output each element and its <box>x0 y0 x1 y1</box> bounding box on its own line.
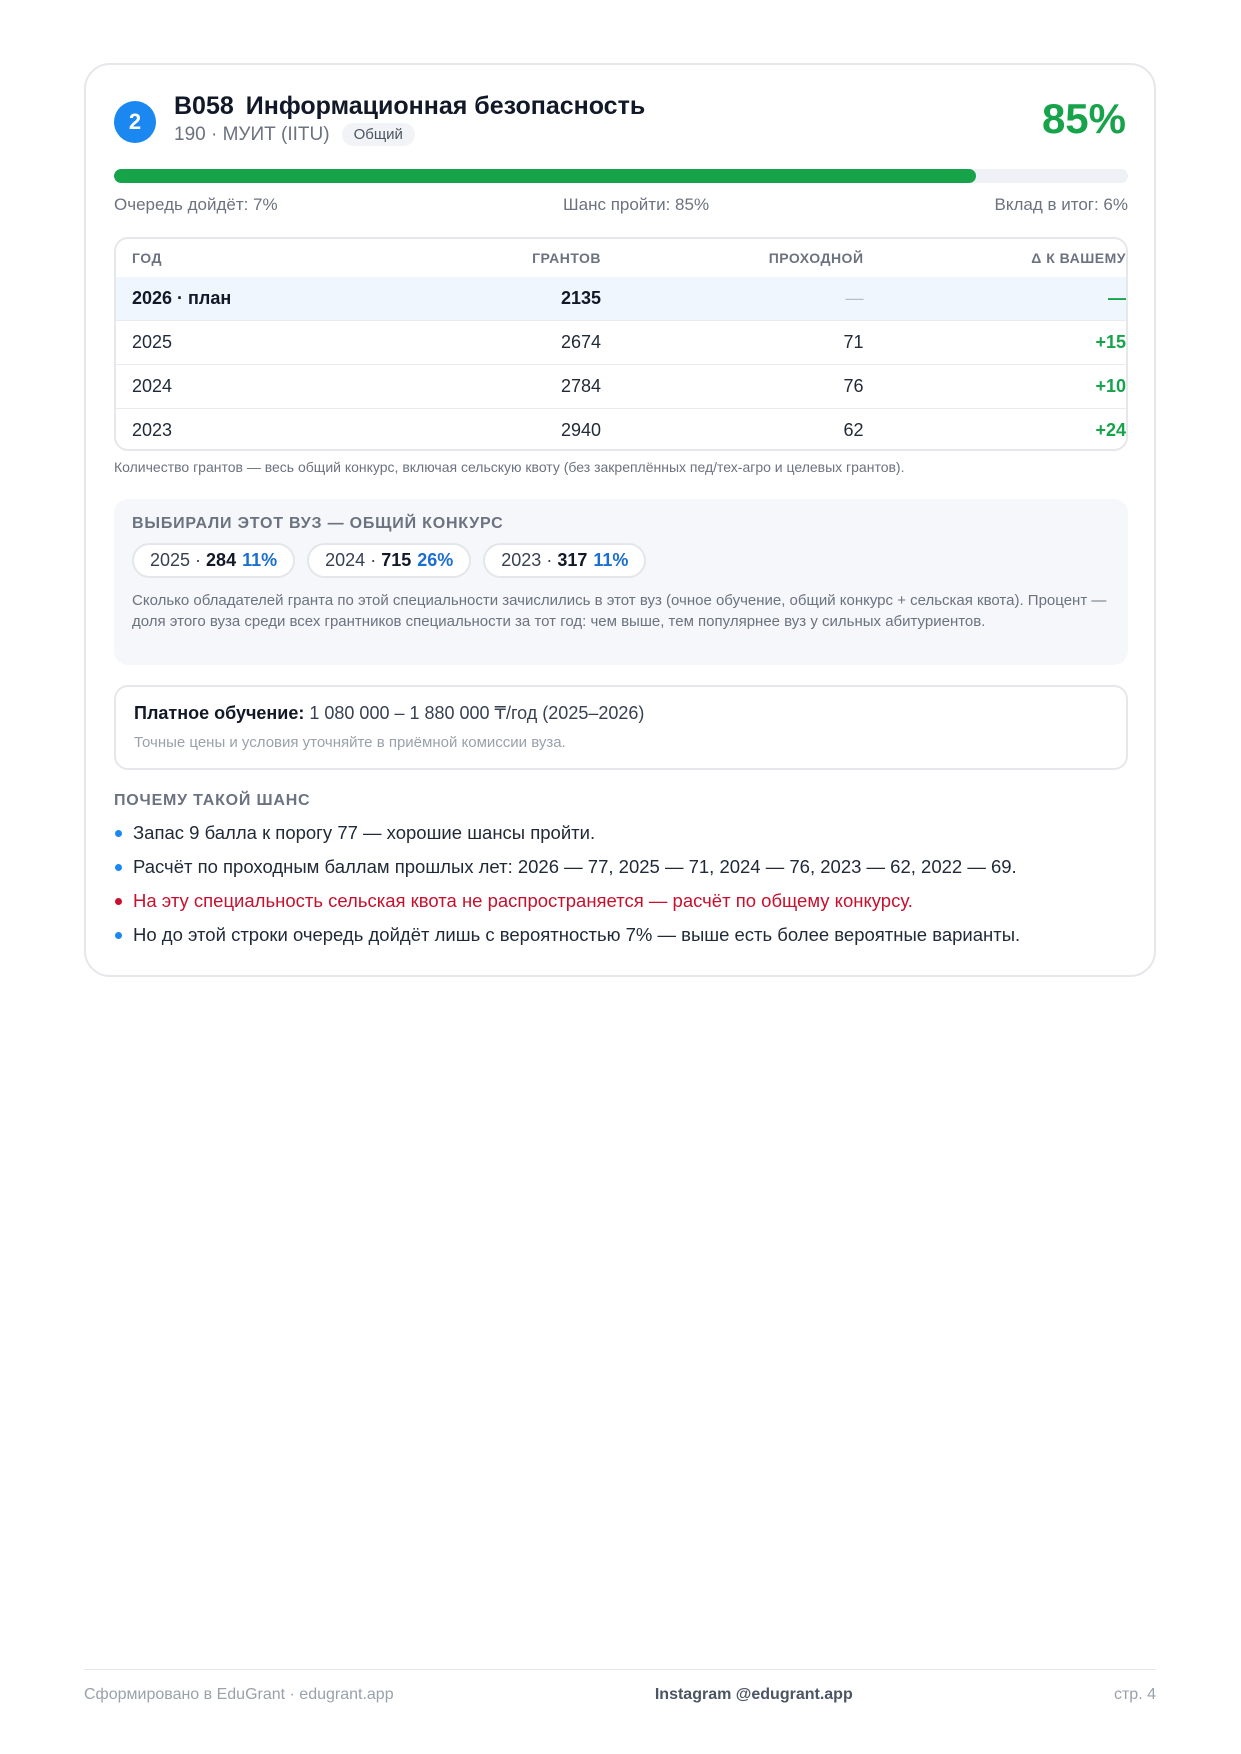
specialty-name: Информационная безопасность <box>245 92 646 120</box>
chip-percent: 11% <box>593 550 629 570</box>
cell-passing: 76 <box>843 376 864 396</box>
chip-count: 284 <box>206 550 237 570</box>
reason-text: На эту специальность сельская квота не распространяется — расчёт по общему конкурсу. <box>133 890 913 911</box>
list-item <box>114 918 1128 952</box>
year-chip: 2025 · 284 11% <box>132 543 295 578</box>
list-item <box>114 850 1128 884</box>
chip-count: 715 <box>381 550 412 570</box>
chosen-university-panel <box>114 499 1128 665</box>
reason-text: Но до этой строки очередь дойдёт лишь с вероятностью 7% — выше есть более вероятные варианты. <box>133 924 1021 945</box>
queue-stat: Очередь дойдёт: 7% <box>114 195 278 214</box>
table-header <box>116 239 1126 277</box>
paid-note: Точные цены и условия уточняйте в приёмной комиссии вуза. <box>134 734 566 751</box>
cell-grants: 2940 <box>561 420 602 440</box>
paid-value: 1 080 000 – 1 880 000 ₸/год (2025–2026) <box>309 703 645 723</box>
header-year: ГОД <box>132 250 162 266</box>
specialty-title <box>174 92 645 121</box>
chance-stat: Шанс пройти: 85% <box>563 195 710 214</box>
header-grants: ГРАНТОВ <box>532 250 602 266</box>
specialty-card <box>84 63 1156 977</box>
cell-year: 2026 · план <box>132 288 232 308</box>
rank-badge: 2 <box>114 101 156 143</box>
chosen-description: Сколько обладателей гранта по этой специальности зачислились в этот вуз (очное обучение, общий конкурс + сельская квота). Процент — доля этого вуза среди всех грантников специальности за тот год: чем выше, тем популярнее вуз у сильных абитуриентов. <box>132 592 1107 630</box>
chip-percent: 11% <box>242 550 278 570</box>
cell-delta: +15 <box>1095 332 1126 352</box>
contribution-stat: Вклад в итог: 6% <box>994 195 1128 214</box>
chance-progress-fill <box>114 169 976 183</box>
header-passing: ПРОХОДНОЙ <box>768 250 864 266</box>
reasons-list <box>114 816 1128 952</box>
specialty-code: B058 <box>174 92 234 120</box>
university-name: 190 · МУИТ (IITU) <box>174 123 330 145</box>
list-item <box>114 884 1128 918</box>
cell-year: 2025 <box>132 332 173 352</box>
cell-grants: 2135 <box>561 288 602 308</box>
paid-education-box <box>114 685 1128 770</box>
table-row <box>116 408 1126 451</box>
history-table <box>114 237 1128 451</box>
cell-year: 2024 <box>132 376 173 396</box>
cell-delta: +10 <box>1095 376 1126 396</box>
year-chip: 2023 · 317 11% <box>483 543 646 578</box>
footer-divider <box>84 1669 1156 1670</box>
why-title: ПОЧЕМУ ТАКОЙ ШАНС <box>114 792 311 809</box>
chosen-title: ВЫБИРАЛИ ЭТОТ ВУЗ — ОБЩИЙ КОНКУРС <box>132 515 504 532</box>
chance-percent: 85% <box>1041 95 1126 142</box>
paid-line <box>134 703 1108 724</box>
cell-passing: — <box>845 288 864 308</box>
bullet-dot-icon <box>115 898 122 905</box>
list-item <box>114 816 1128 850</box>
cell-grants: 2674 <box>561 332 602 352</box>
chip-count: 317 <box>557 550 588 570</box>
bullet-dot-icon <box>115 932 122 939</box>
bullet-dot-icon <box>115 830 122 837</box>
table-footnote: Количество грантов — весь общий конкурс, включая сельскую квоту (без закреплённых пед/тех-агро и целевых грантов). <box>114 459 905 475</box>
chance-progress-bar <box>114 169 1128 183</box>
table-row <box>116 320 1126 364</box>
bullet-dot-icon <box>115 864 122 871</box>
cell-passing: 62 <box>843 420 864 440</box>
table-row <box>116 277 1126 320</box>
table-row <box>116 364 1126 408</box>
university-line <box>174 123 415 146</box>
chip-year: 2023 <box>501 550 542 570</box>
cell-delta: — <box>1107 288 1126 308</box>
year-chip: 2024 · 715 26% <box>307 543 471 578</box>
cell-delta: +24 <box>1095 420 1126 440</box>
reason-text: Запас 9 балла к порогу 77 — хорошие шансы пройти. <box>133 822 596 843</box>
cell-passing: 71 <box>843 332 864 352</box>
footer-credit: Сформировано в EduGrant · edugrant.app <box>84 1686 394 1703</box>
cell-grants: 2784 <box>561 376 602 396</box>
chip-year: 2024 <box>325 550 366 570</box>
page-footer <box>84 1686 1156 1704</box>
header-delta: Δ К ВАШЕМУ <box>1031 250 1126 266</box>
footer-instagram: Instagram @edugrant.app <box>654 1686 853 1703</box>
reason-text: Расчёт по проходным баллам прошлых лет: 2026 — 77, 2025 — 71, 2024 — 76, 2023 — 62, 2022 — 69. <box>133 856 1017 877</box>
chip-percent: 26% <box>417 550 454 570</box>
competition-badge: Общий <box>342 123 415 146</box>
paid-label: Платное обучение: <box>134 703 305 723</box>
stats-row <box>114 195 1128 215</box>
chip-year: 2025 <box>150 550 191 570</box>
cell-year: 2023 <box>132 420 173 440</box>
chosen-chips <box>132 543 1110 578</box>
page-number: стр. 4 <box>1113 1686 1156 1703</box>
